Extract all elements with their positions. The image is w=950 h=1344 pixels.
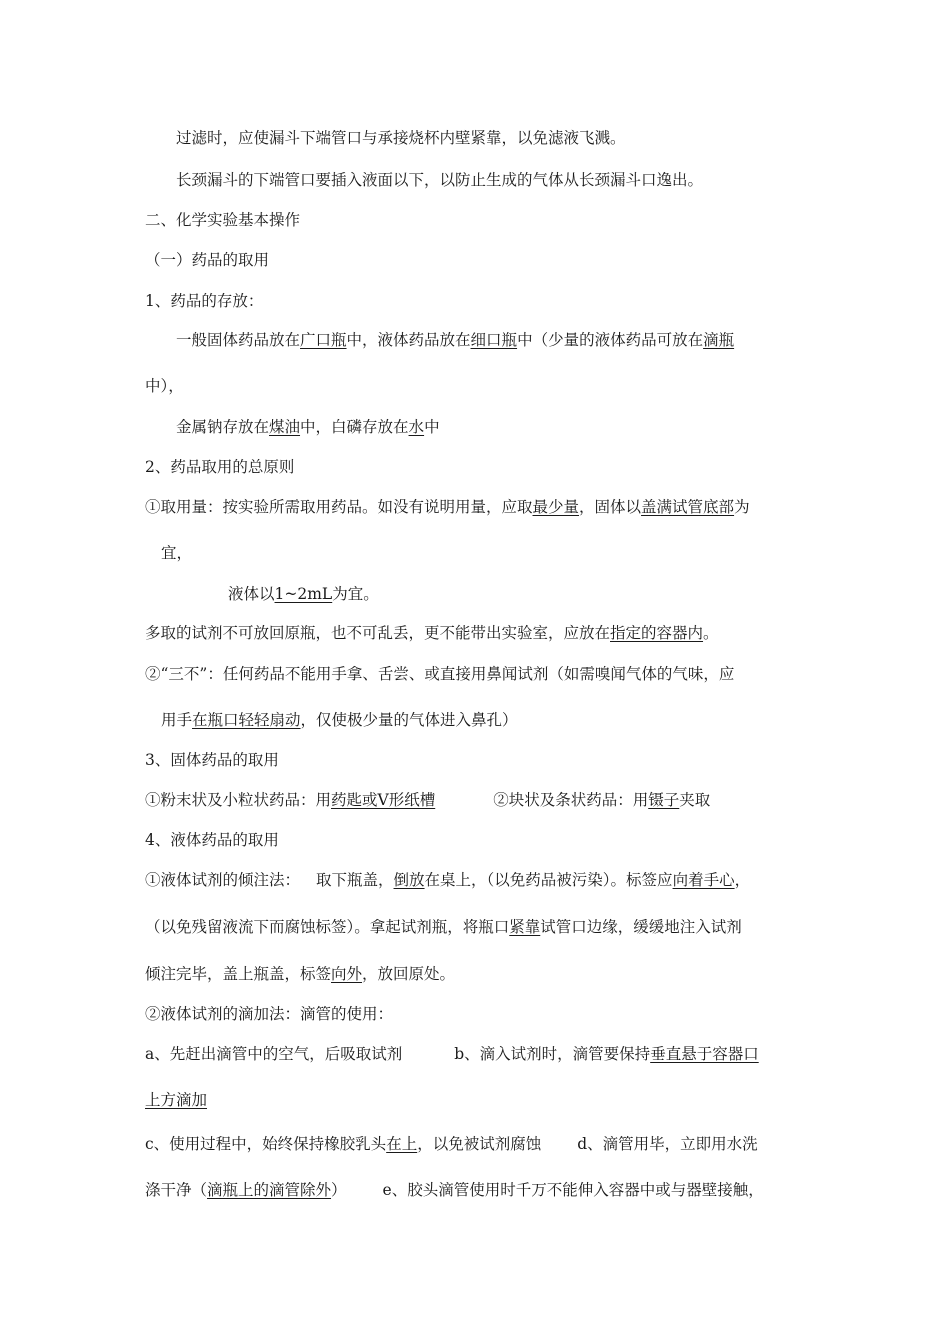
answer-underline: 在上 [386, 1135, 418, 1153]
text-line-storage [176, 329, 734, 351]
text-segment: 涤干净（ [145, 1181, 208, 1199]
text-line-dropper-ab [145, 1043, 759, 1065]
text-segment: 试管口边缘，缓缓地注入试剂 [540, 918, 742, 936]
answer-underline: 镊子 [648, 791, 680, 809]
text-segment: 金属钠存放在 [176, 418, 270, 436]
text-segment: ①粉末状及小粒状药品：用 [145, 791, 332, 809]
text-line-filtering: 过滤时，应使漏斗下端管口与承接烧杯内壁紧靠，以免滤液飞溅。 [176, 129, 626, 147]
text-segment: b、滴入试剂时，滴管要保持 [454, 1045, 651, 1063]
text-segment: 用手 [161, 711, 193, 729]
text-line-continuation: 宜， [161, 544, 193, 562]
answer-underline: 煤油 [269, 418, 301, 436]
answer-underline: 向着手心 [672, 871, 735, 889]
answer-underline: 向外 [331, 965, 363, 983]
text-segment: 中，白磷存放在 [300, 418, 409, 436]
answer-underline: 紧靠 [509, 918, 541, 936]
answer-underline: 垂直悬于容器口 [650, 1045, 759, 1063]
answer-underline: 最少量 [532, 498, 580, 516]
text-line-dropper-cd [145, 1133, 758, 1155]
answer-underline: 药匙或V形纸槽 [331, 791, 436, 809]
item-heading-principles: 2、药品取用的总原则 [145, 458, 295, 476]
answer-underline: 倒放 [393, 871, 425, 889]
text-segment: 取下瓶盖， [316, 871, 394, 889]
text-line-label [145, 916, 742, 938]
text-line-excess [145, 622, 719, 644]
text-segment: 多取的试剂不可放回原瓶，也不可乱丢，更不能带出实验室，应放在 [145, 624, 611, 642]
item-heading-solid: 3、固体药品的取用 [145, 751, 279, 769]
text-segment: 为宜。 [332, 585, 379, 603]
text-line-continuation [145, 1089, 207, 1111]
text-segment: ，固体以 [579, 498, 642, 516]
answer-underline: 水 [408, 418, 425, 436]
text-segment: ①液体试剂的倾注法： [145, 871, 301, 889]
text-segment: 在桌上，（以免药品被污染）。标签应 [424, 871, 673, 889]
text-line-smell [161, 709, 518, 731]
answer-underline: 1~2mL [274, 585, 333, 603]
text-segment: c、使用过程中，始终保持橡胶乳头 [145, 1135, 387, 1153]
text-line-dropper-e [145, 1179, 764, 1201]
text-segment: d、滴管用毕，立即用水洗 [577, 1135, 758, 1153]
text-line-solid-tools [145, 789, 710, 811]
section-heading: 二、化学实验基本操作 [145, 211, 301, 229]
text-segment: 中，液体药品放在 [346, 331, 471, 349]
answer-underline: 滴瓶上的滴管除外 [207, 1181, 332, 1199]
text-segment: 一般固体药品放在 [176, 331, 301, 349]
text-line-amount [145, 496, 750, 518]
text-line-three-nots: ②“三不”：任何药品不能用手拿、舌尝、或直接用鼻闻试剂（如需嗅闻气体的气味，应 [145, 665, 735, 683]
answer-underline: 盖满试管底部 [641, 498, 735, 516]
text-segment: 夹取 [679, 791, 711, 809]
text-segment: ， [734, 871, 751, 889]
text-segment: ，以免被试剂腐蚀 [417, 1135, 542, 1153]
text-segment: ，放回原处。 [362, 965, 456, 983]
text-segment: 。 [703, 624, 719, 642]
text-segment: a、先赶出滴管中的空气，后吸取试剂 [145, 1045, 403, 1063]
item-heading-storage: 1、药品的存放： [145, 292, 264, 310]
text-segment: 中 [424, 418, 440, 436]
answer-underline: 滴瓶 [703, 331, 735, 349]
answer-underline: 指定的容器内 [610, 624, 704, 642]
text-line-pouring [145, 869, 750, 891]
item-heading-liquid: 4、液体药品的取用 [145, 831, 279, 849]
text-segment: ①取用量：按实验所需取用药品。如没有说明用量，应取 [145, 498, 533, 516]
text-segment: ） [331, 1181, 347, 1199]
text-segment: 倾注完毕，盖上瓶盖，标签 [145, 965, 332, 983]
answer-underline: 广口瓶 [300, 331, 347, 349]
text-line-continuation: 中）， [145, 377, 184, 395]
text-segment: 为 [734, 498, 750, 516]
text-line-funnel: 长颈漏斗的下端管口要插入液面以下，以防止生成的气体从长颈漏斗口逸出。 [176, 171, 704, 189]
text-line-finish [145, 963, 455, 985]
subsection-heading: （一）药品的取用 [145, 251, 270, 269]
text-line-sodium [176, 416, 440, 438]
text-segment: （以免残留液流下而腐蚀标签）。拿起试剂瓶，将瓶口 [145, 918, 510, 936]
text-segment: ，仅使极少量的气体进入鼻孔） [300, 711, 518, 729]
text-segment: e、胶头滴管使用时千万不能伸入容器中或与器壁接触， [382, 1181, 764, 1199]
text-line-dropper: ②液体试剂的滴加法：滴管的使用： [145, 1005, 394, 1023]
answer-underline: 细口瓶 [470, 331, 518, 349]
text-segment: 中（少量的液体药品可放在 [517, 331, 704, 349]
answer-underline: 在瓶口轻轻扇动 [192, 711, 301, 729]
text-line-liquid-amount [228, 583, 379, 605]
text-segment: 液体以 [228, 585, 275, 603]
answer-underline: 上方滴加 [145, 1091, 208, 1109]
text-segment: ②块状及条状药品：用 [493, 791, 649, 809]
